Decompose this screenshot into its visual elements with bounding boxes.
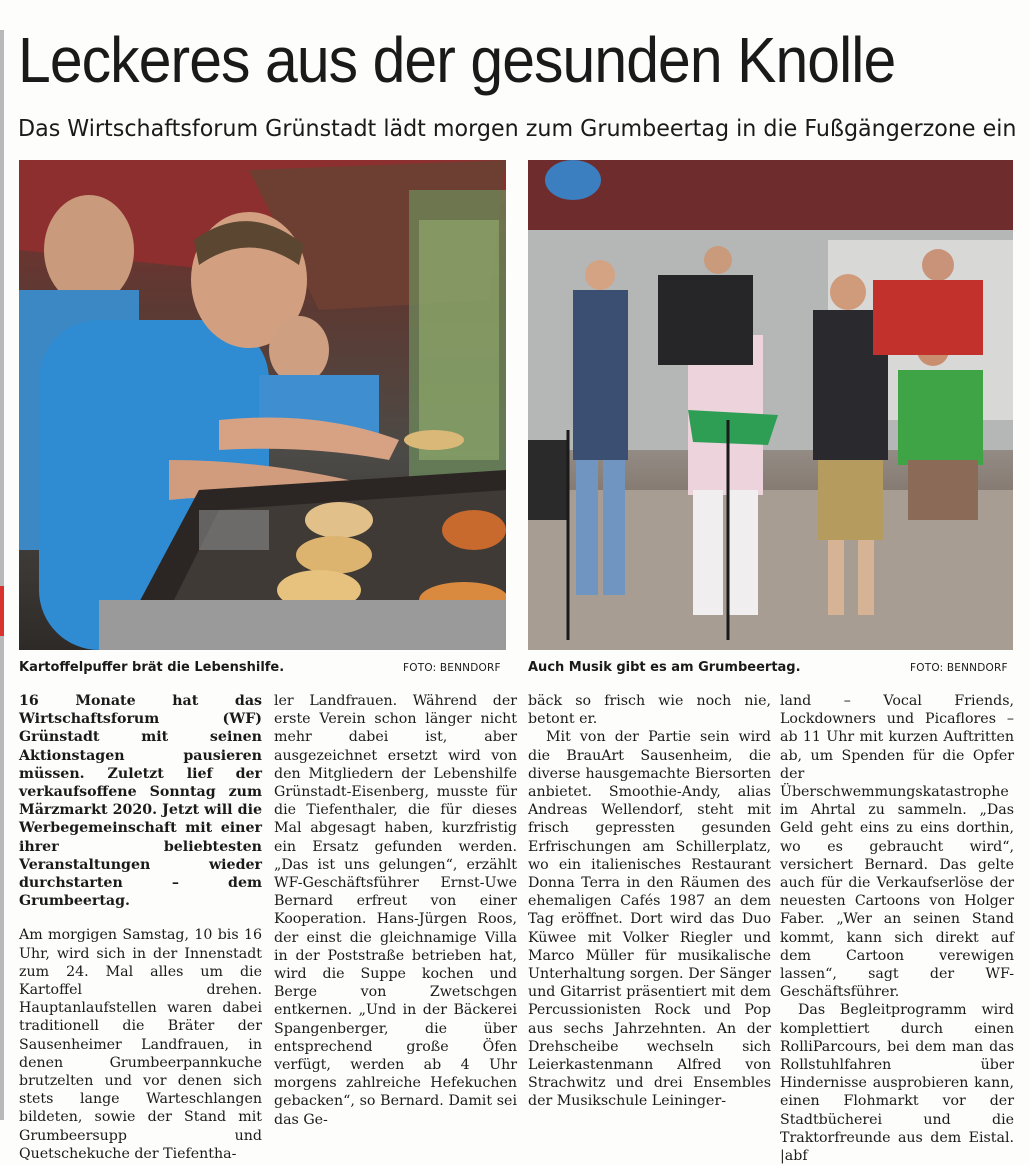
article-column-4	[780, 692, 1014, 1165]
article-column-2	[274, 692, 517, 1129]
caption-right: Auch Musik gibt es am Grumbeertag.	[528, 660, 801, 675]
article-paragraph: Das Begleitprogramm wird komplettiert durch einen RolliParcours, bei dem man das Rollstuhlfahren über Hindernisse ausprobieren kann, einen Flohmarkt vor der Stadtbücherei und die Traktorfreunde aus dem Eistal.	[780, 1002, 1014, 1146]
credit-left: FOTO: BENNDORF	[403, 662, 501, 674]
photo-music-band	[528, 160, 1013, 650]
article-paragraph: land – Vocal Friends, Lockdowners und Picaflores – ab 11 Uhr mit kurzen Auftritten ab, um Spenden für die Opfer der Überschwemmungskatastrophe im Ahrtal zu sammeln. „Das Geld geht eins zu eins dorthin, wo es gebraucht wird“, versichert Bernard. Das gelte auch für die Verkaufserlöse der neuesten Cartoons von Holger Faber. „Wer an seinen Stand kommt, kann sich direkt auf dem Cartoon verewigen lassen“, sagt der WF-Geschäftsführer.	[780, 693, 1014, 1001]
author-signature: |abf	[780, 1148, 808, 1165]
article-column-1	[19, 692, 262, 1163]
article-paragraph: bäck so frisch wie noch nie, betont er.	[528, 693, 771, 728]
subheadline: Das Wirtschaftsforum Grünstadt lädt morgen zum Grumbeertag in die Fußgängerzone ein	[18, 116, 1017, 142]
article-lead: 16 Monate hat das Wirtschaftsforum (WF) Grünstadt mit seinen Aktionstagen pausieren müssen. Zuletzt lief der verkaufsoffene Sonntag zum Märzmarkt 2020. Jetzt will die Werbegemeinschaft mit einer ihrer beliebtesten Veranstaltungen wieder durchstarten – dem Grumbeertag.	[19, 693, 262, 910]
article-paragraph: Mit von der Partie sein wird die BrauArt Sausenheim, die diverse hausgemachte Biersorten anbietet. Smoothie-Andy, alias Andreas Wellendorf, steht mit frisch gepressten gesunden Erfrischungen am Schillerplatz, wo ein italienisches Restaurant Donna Terra in den Räumen des ehemaligen Cafés 1987 an dem Tag eröffnet. Dort wird das Duo Küwee mit Volker Riegler und Marco Müller für musikalische Unterhaltung sorgen. Der Sänger und Gitarrist präsentiert mit dem Percussionisten Rock und Pop aus sechs Jahrzehnten. An der Drehscheibe wechseln sich Leierkastenmann Alfred von Strachwitz und drei Ensembles der Musikschule Leininger-	[528, 729, 771, 1110]
article-paragraph: Am morgigen Samstag, 10 bis 16 Uhr, wird sich in der Innenstadt zum 24. Mal alles um die Kartoffel drehen. Hauptanlaufstellen waren dabei traditionell die Bräter der Sausenheimer Landfrauen, in denen Grumbeerpannkuche brutzelten und vor denen sich stets lange Warteschlangen bildeten, sowie der Stand mit Grumbeersupp und Quetschekuche der Tiefentha-	[19, 927, 262, 1162]
page-margin-marker	[0, 586, 4, 636]
caption-left: Kartoffelpuffer brät die Lebenshilfe.	[19, 660, 285, 675]
photo-potato-pancakes	[19, 160, 506, 650]
article-paragraph: ler Landfrauen. Während der erste Verein schon länger nicht mehr dabei ist, aber ausgezeichnet ersetzt wird von den Mitgliedern der Lebenshilfe Grünstadt-Eisenberg, musste für die Tiefenthaler, die für dieses Mal abgesagt haben, kurzfristig ein Ersatz gefunden werden. „Das ist uns gelungen“, erzählt WF-Geschäftsführer Ernst-Uwe Bernard erfreut von einer Kooperation. Hans-Jürgen Roos, der einst die gleichnamige Villa in der Poststraße betrieben hat, wird die Suppe kochen und Berge von Zwetschgen entkernen. „Und in der Bäckerei Spangenberger, die über entsprechend große Öfen verfügt, werden ab 4 Uhr morgens zahlreiche Hefekuchen gebacken“, so Bernard. Damit sei das Ge-	[274, 693, 517, 1128]
headline: Leckeres aus der gesunden Knolle	[18, 24, 896, 96]
page-margin-bar	[0, 30, 4, 1120]
article-column-3	[528, 692, 771, 1111]
credit-right: FOTO: BENNDORF	[910, 662, 1008, 674]
